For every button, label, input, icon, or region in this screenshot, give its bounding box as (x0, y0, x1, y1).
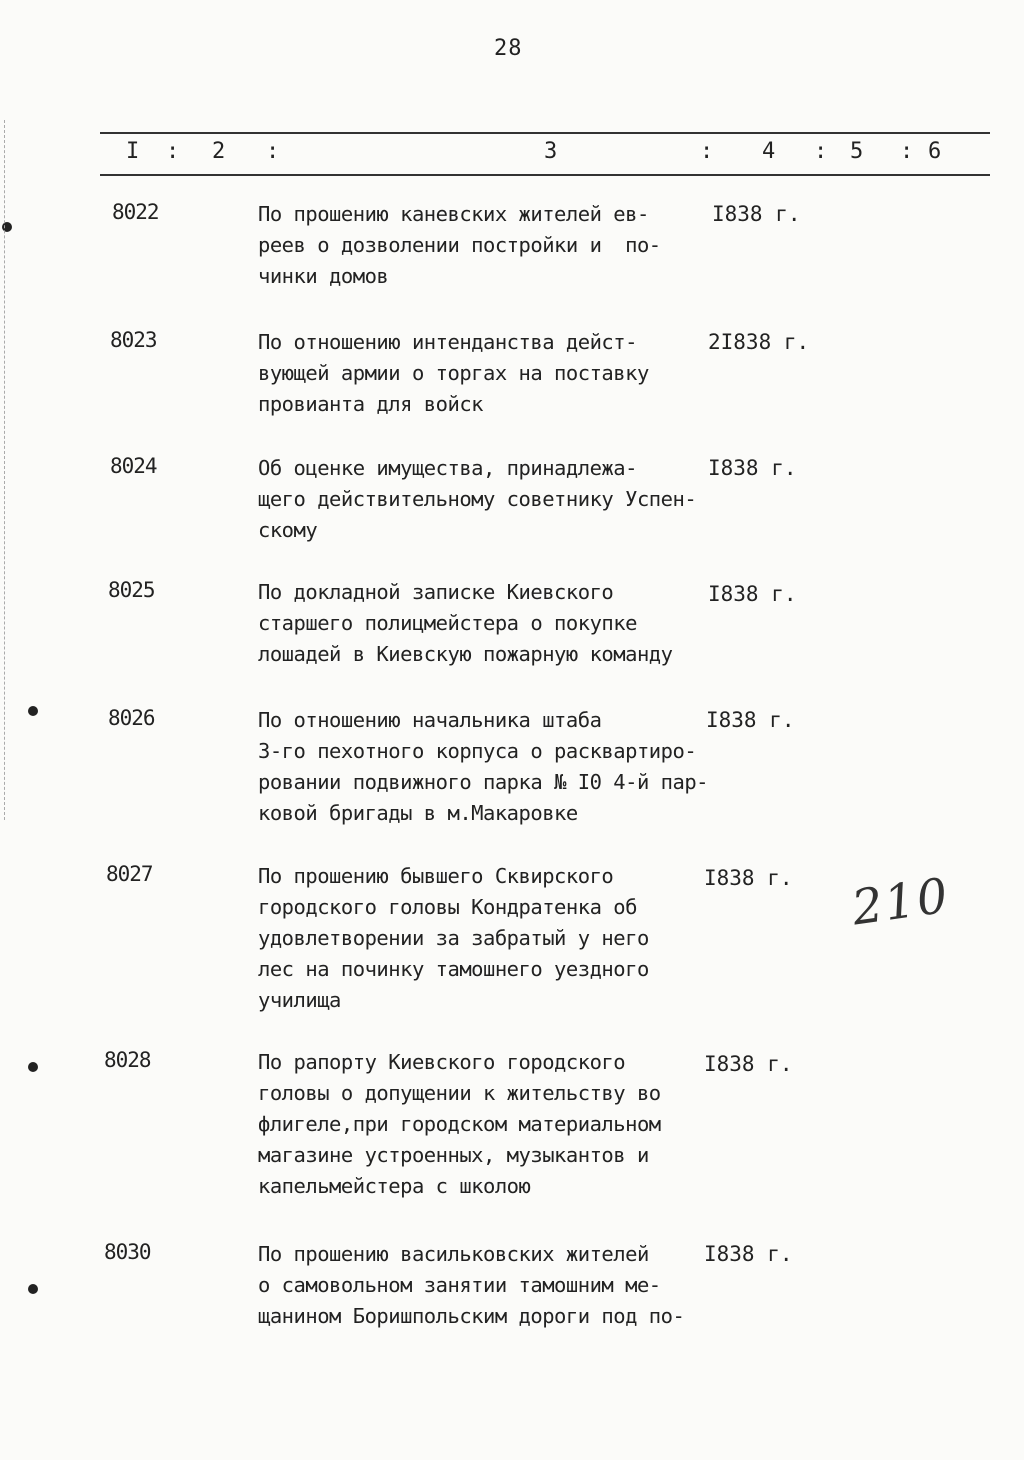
col-2-header: 2 (212, 139, 226, 164)
col-separator: : (266, 139, 280, 164)
entry-line: По отношению интенданства дейст- (258, 330, 637, 354)
entry-description (258, 453, 696, 546)
entry-line: скому (258, 518, 318, 542)
entry-year: 2I838 г. (708, 330, 810, 354)
entry-number: 8027 (106, 862, 153, 886)
entry-line: о самовольном занятии тамошним ме- (258, 1273, 661, 1297)
entry-line: провианта для войск (258, 392, 483, 416)
entry-year: I838 г. (704, 1242, 793, 1266)
entry-line: удовлетворении за забратый у него (258, 926, 649, 950)
entry-year: I838 г. (704, 866, 793, 890)
entry-line: По прошению васильковских жителей (258, 1242, 649, 1266)
entry-year: I838 г. (706, 708, 795, 732)
entry-description (258, 327, 649, 420)
entry-year: I838 г. (704, 1052, 793, 1076)
col-3-header: 3 (544, 139, 558, 164)
margin-edge-mark (4, 120, 6, 820)
col-5-header: 5 (850, 139, 864, 164)
entry-description (258, 1047, 661, 1202)
entry-line: ровании подвижного парка № I0 4-й пар- (258, 770, 708, 794)
entry-line: По докладной записке Киевского (258, 580, 614, 604)
entry-description (258, 861, 649, 1016)
col-4-header: 4 (762, 139, 776, 164)
col-separator: : (166, 139, 180, 164)
entry-line: лес на починку тамошнего уездного (258, 957, 649, 981)
entry-year: I838 г. (712, 202, 801, 226)
entry-line: По прошению бывшего Сквирского (258, 864, 614, 888)
entry-line: По прошению каневских жителей ев- (258, 202, 649, 226)
handwritten-page-number: 210 (848, 867, 954, 937)
entry-description (258, 1239, 684, 1332)
entry-line: магазине устроенных, музыкантов и (258, 1143, 649, 1167)
entry-line: ковой бригады в м.Макаровке (258, 801, 578, 825)
col-6-header: 6 (928, 139, 942, 164)
entry-line: По рапорту Киевского городского (258, 1050, 626, 1074)
entry-line: старшего полицмейстера о покупке (258, 611, 637, 635)
entry-line: головы о допущении к жительству во (258, 1081, 661, 1105)
entry-number: 8023 (110, 328, 157, 352)
col-separator: : (900, 139, 914, 164)
entry-line: лошадей в Киевскую пожарную команду (258, 642, 673, 666)
entry-line: По отношению начальника штаба (258, 708, 602, 732)
entry-line: городского головы Кондратенка об (258, 895, 637, 919)
entry-description (258, 705, 708, 829)
entry-line: чинки домов (258, 264, 389, 288)
entry-year: I838 г. (708, 582, 797, 606)
page-number: 28 (494, 36, 523, 61)
entry-description (258, 577, 672, 670)
entry-number: 8028 (104, 1048, 151, 1072)
entry-description (258, 199, 661, 292)
entry-number: 8025 (108, 578, 155, 602)
punch-hole (28, 1062, 38, 1072)
header-rule-bottom (100, 174, 990, 176)
entry-number: 8026 (108, 706, 155, 730)
entry-year: I838 г. (708, 456, 797, 480)
entry-line: капельмейстера с школою (258, 1174, 531, 1198)
entry-line: Об оценке имущества, принадлежа- (258, 456, 637, 480)
entry-line: реев о дозволении постройки и по- (258, 233, 661, 257)
entry-number: 8024 (110, 454, 157, 478)
col-1-header: I (126, 139, 140, 164)
col-separator: : (700, 139, 714, 164)
punch-hole (28, 706, 38, 716)
entry-line: щанином Боришпольским дороги под по- (258, 1304, 685, 1328)
entry-line: вующей армии о торгах на поставку (258, 361, 649, 385)
header-rule-top (100, 132, 990, 134)
entry-line: флигеле,при городском материальном (258, 1112, 661, 1136)
col-separator: : (814, 139, 828, 164)
entry-number: 8030 (104, 1240, 151, 1264)
entry-line: училища (258, 988, 341, 1012)
entry-line: 3-го пехотного корпуса о расквартиро- (258, 739, 697, 763)
entry-number: 8022 (112, 200, 159, 224)
punch-hole (28, 1284, 38, 1294)
entry-line: щего действительному советнику Успен- (258, 487, 697, 511)
